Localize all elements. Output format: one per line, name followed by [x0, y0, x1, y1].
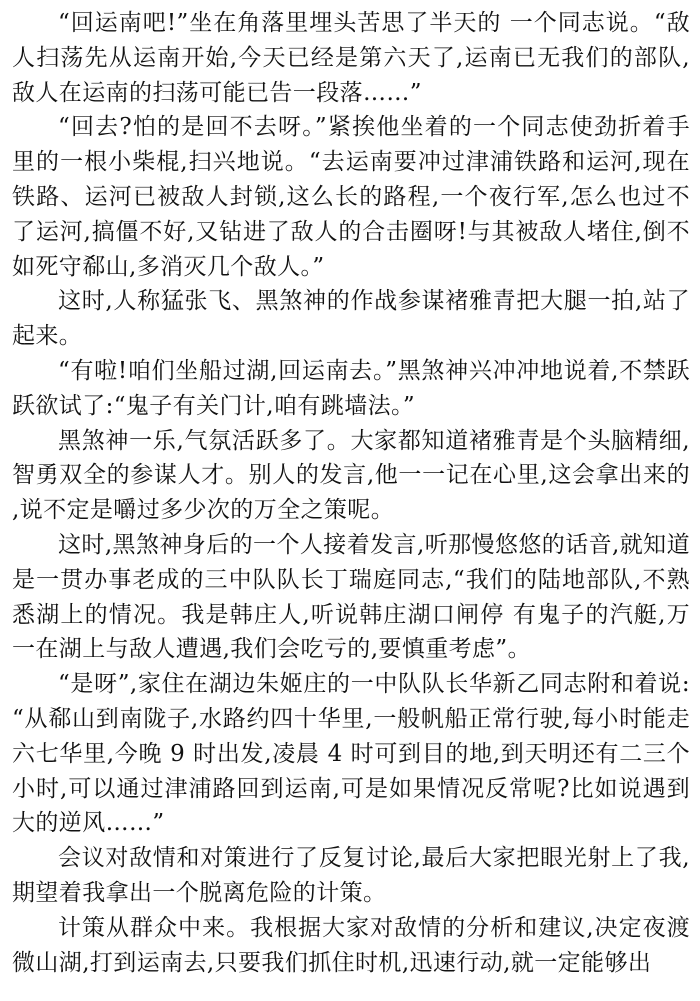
paragraph-5: 黑煞神一乐,气氛活跃多了。大家都知道褚雅青是个头脑精细,智勇双全的参谋人才。别人的发言,他一一记在心里,这会拿出来的,说不定是嚼过多少次的万全之策呢。 [12, 427, 690, 524]
paragraph-4: “有啦!咱们坐船过湖,回运南去。”黑煞神兴冲冲地说着,不禁跃跃欲试了:“鬼子有关门计,咱有跳墙法。” [12, 357, 690, 419]
paragraph-1: “回运南吧!”坐在角落里埋头苦思了半天的 一个同志说。“敌人扫荡先从运南开始,今天已经是第六天了,运南已无我们的部队,敌人在运南的扫荡可能已告一段落……” [12, 10, 690, 106]
paragraph-6: 这时,黑煞神身后的一个人接着发言,听那慢悠悠的话音,就知道是一贯办事老成的三中队队长丁瑞庭同志,“我们的陆地部队,不熟悉湖上的情况。我是韩庄人,听说韩庄湖口闸停 有鬼子的汽艇,万一在湖上与敌人遭遇,我们会吃亏的,要慎重考虑”。 [12, 531, 690, 663]
paragraph-3: 这时,人称猛张飞、黑煞神的作战参谋褚雅青把大腿一拍,站了起来。 [12, 288, 690, 350]
paragraph-7: “是呀”,家住在湖边朱姬庄的一中队队长华新乙同志附和着说:“从郗山到南陇子,水路约四十华里,一般帆船正常行驶,每小时能走六七华里,今晚 9 时出发,凌晨 4 时可到目的地,到天明还有二三个小时,可以通过津浦路回到运南,可是如果情况反常呢?比如说遇到大的逆风……” [12, 671, 690, 837]
paragraph-9: 计策从群众中来。我根据大家对敌情的分析和建议,决定夜渡微山湖,打到运南去,只要我们抓住时机,迅速行动,就一定能够出 [12, 914, 690, 976]
paragraph-2: “回去?怕的是回不去呀。”紧挨他坐着的一个同志使劲折着手里的一根小柴棍,扫兴地说。“去运南要冲过津浦铁路和运河,现在铁路、运河已被敌人封锁,这么长的路程,一个夜行军,怎么也过不了运河,搞僵不好,又钻进了敌人的合击圈呀!与其被敌人堵住,倒不如死守郗山,多消灭几个敌人。” [12, 114, 690, 280]
paragraph-8: 会议对敌情和对策进行了反复讨论,最后大家把眼光射上了我,期望着我拿出一个脱离危险的计策。 [12, 845, 690, 906]
